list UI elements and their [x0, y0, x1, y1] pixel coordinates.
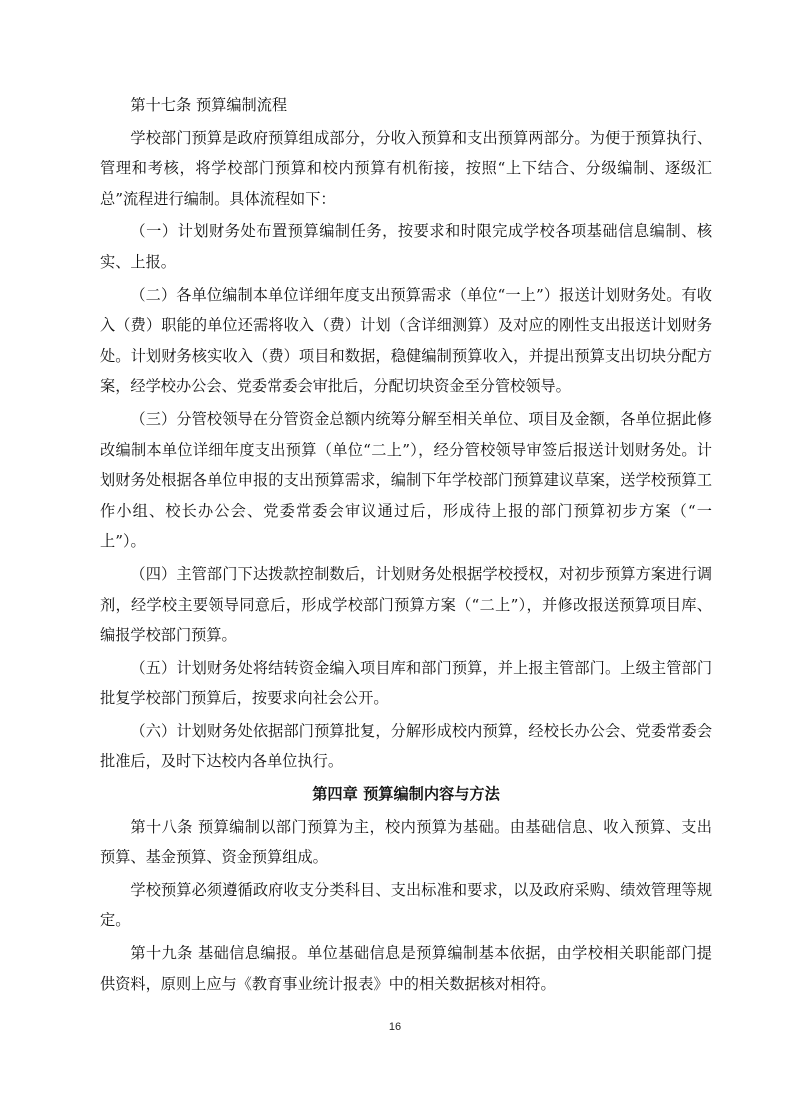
step-6: （六）计划财务处依据部门预算批复，分解形成校内预算，经校长办公会、党委常委会批准后，及时下达校内各单位执行。: [100, 721, 712, 771]
article-17-heading: 第十七条 预算编制流程: [130, 96, 288, 114]
document-body: [100, 90, 712, 999]
page-number: 16: [388, 1021, 402, 1033]
article-18-paragraph-2: 学校预算必须遵循政府收支分类科目、支出标准和要求，以及政府采购、绩效管理等规定。: [100, 880, 712, 930]
article-17-intro: 学校部门预算是政府预算组成部分，分收入预算和支出预算两部分。为便于预算执行、管理和考核，将学校部门预算和校内预算有机衔接，按照“上下结合、分级编制、逐级汇总”流程进行编制。具体流程如下：: [100, 128, 712, 208]
step-1: （一）计划财务处布置预算编制任务，按要求和时限完成学校各项基础信息编制、核实、上报。: [100, 222, 712, 271]
step-5: （五）计划财务处将结转资金编入项目库和部门预算，并上报主管部门。上级主管部门批复学校部门预算后，按要求向社会公开。: [100, 658, 712, 708]
step-2: （二）各单位编制本单位详细年度支出预算需求（单位“一上”）报送计划财务处。有收入（费）职能的单位还需将收入（费）计划（含详细测算）及对应的刚性支出报送计划财务处。计划财务核实收入（费）项目和数据，稳健编制预算收入，并提出预算支出切块分配方案，经学校办公会、党委常委会审批后，分配切块资金至分管校领导。: [100, 285, 712, 396]
article-18: 第十八条 预算编制以部门预算为主，校内预算为基础。由基础信息、收入预算、支出预算、基金预算、资金预算组成。: [100, 817, 712, 867]
step-4: （四）主管部门下达拨款控制数后，计划财务处根据学校授权，对初步预算方案进行调剂，经学校主要领导同意后，形成学校部门预算方案（“二上”），并修改报送预算项目库、编报学校部门预算。: [100, 564, 712, 645]
chapter-4-title: 第四章 预算编制内容与方法: [312, 785, 500, 804]
article-19: 第十九条 基础信息编报。单位基础信息是预算编制基本依据，由学校相关职能部门提供资料，原则上应与《教育事业统计报表》中的相关数据核对相符。: [100, 944, 712, 993]
step-3: （三）分管校领导在分管资金总额内统筹分解至相关单位、项目及金额，各单位据此修改编制本单位详细年度支出预算（单位“二上”），经分管校领导审签后报送计划财务处。计划财务处根据各单位申报的支出预算需求，编制下年学校部门预算建议草案，送学校预算工作小组、校长办公会、党委常委会审议通过后，形成待上报的部门预算初步方案（“一上”）。: [100, 409, 712, 551]
